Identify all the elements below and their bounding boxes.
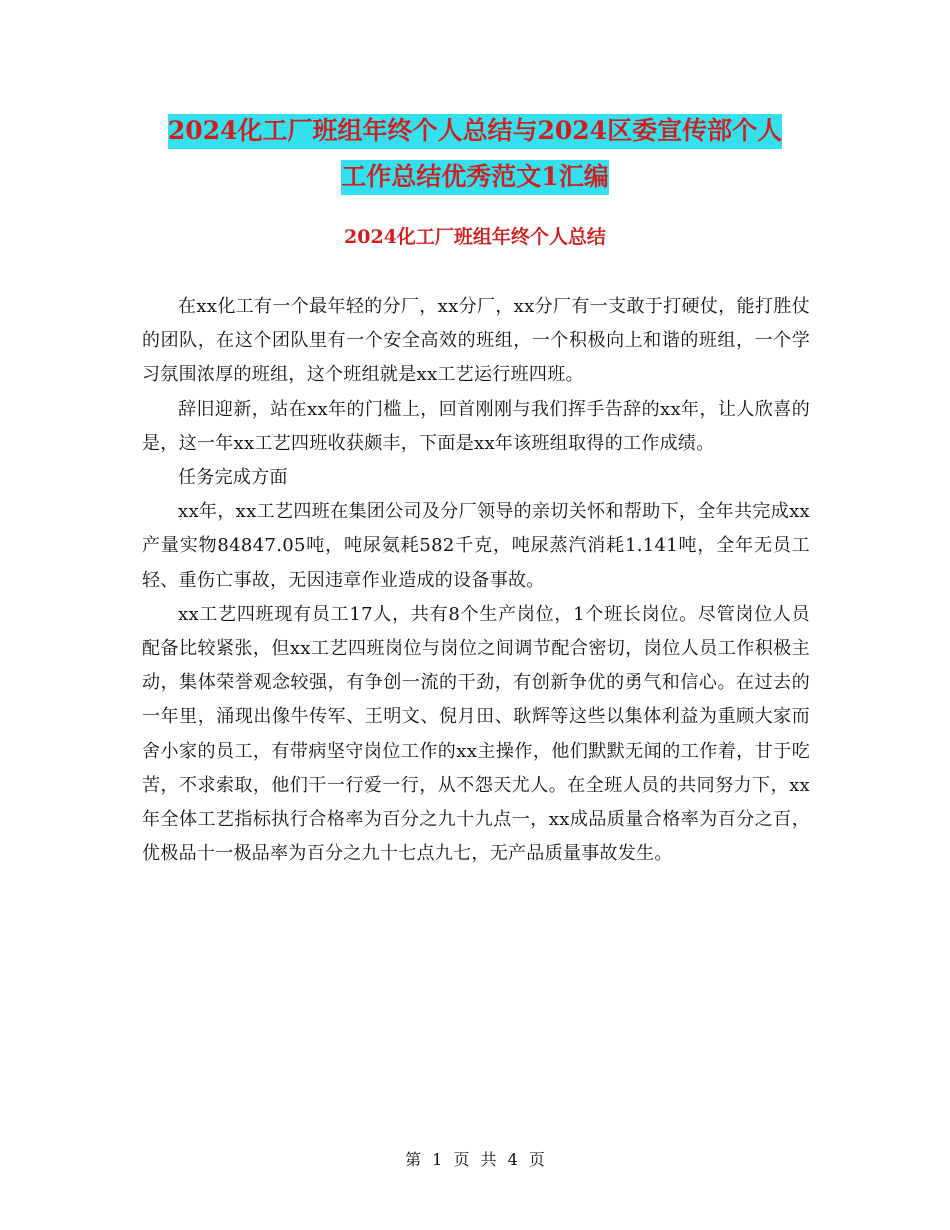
paragraph-5: xx工艺四班现有员工17人，共有8个生产岗位，1个班长岗位。尽管岗位人员配备比较紧张，但xx工艺四班岗位与岗位之间调节配合密切，岗位人员工作积极主动，集体荣誉观念较强，有争创一流的干劲，有创新争优的勇气和信心。在过去的一年里，涌现出像牛传军、王明文、倪月田、耿辉等这些以集体利益为重顾大家而舍小家的员工，有带病坚守岗位工作的xx主操作，他们默默无闻的工作着，甘于吃苦，不求索取，他们干一行爱一行，从不怨天尤人。在全班人员的共同努力下，xx年全体工艺指标执行合格率为百分之九十九点一，xx成品质量合格率为百分之百，优极品十一极品率为百分之九十七点九七，无产品质量事故发生。 — [142, 603, 810, 865]
document-title-line-2: 工作总结优秀范文1汇编 — [341, 160, 608, 195]
document-title — [120, 108, 830, 200]
page-footer: 第 1 页 共 4 页 — [405, 1150, 545, 1169]
paragraph-3: 任务完成方面 — [178, 467, 288, 489]
section-title: 2024化工厂班组年终个人总结 — [344, 226, 606, 248]
document-body — [142, 290, 810, 871]
paragraph-2: 辞旧迎新，站在xx年的门槛上，回首刚刚与我们挥手告辞的xx年，让人欣喜的是，这一年xx工艺四班收获颇丰，下面是xx年该班组取得的工作成绩。 — [142, 398, 810, 454]
paragraph-1: 在xx化工有一个最年轻的分厂，xx分厂，xx分厂有一支敢于打硬仗，能打胜仗的团队，在这个团队里有一个安全高效的班组，一个积极向上和谐的班组，一个学习氛围浓厚的班组，这个班组就是xx工艺运行班四班。 — [142, 296, 810, 386]
paragraph-4: xx年，xx工艺四班在集团公司及分厂领导的亲切关怀和帮助下，全年共完成xx产量实物84847.05吨，吨尿氨耗582千克，吨尿蒸汽消耗1.141吨，全年无员工轻、重伤亡事故，无因违章作业造成的设备事故。 — [142, 501, 810, 591]
document-title-line-1: 2024化工厂班组年终个人总结与2024区委宣传部个人 — [168, 114, 782, 149]
